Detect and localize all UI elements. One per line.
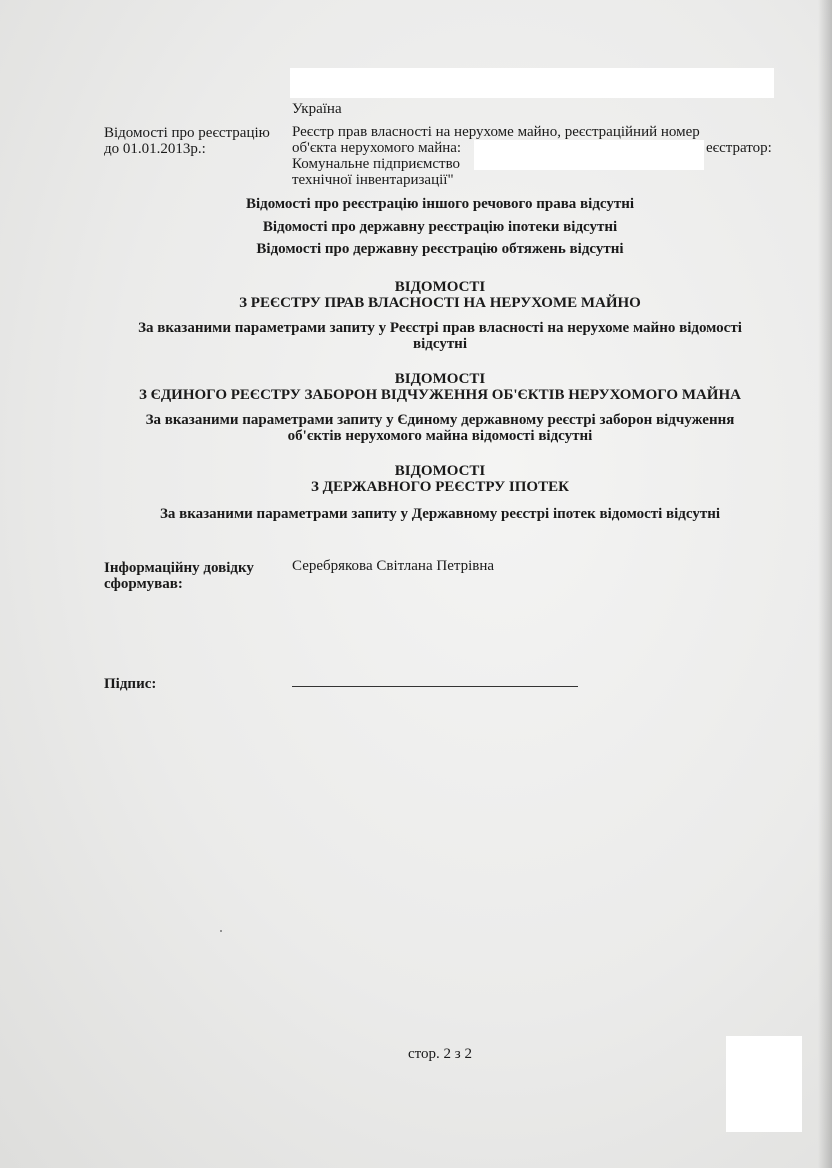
compiled-by-label-line1: Інформаційну довідку	[104, 560, 254, 576]
section-alienation-bans-body	[100, 412, 780, 444]
compiled-by-name: Серебрякова Світлана Петрівна	[292, 558, 495, 574]
section-body-line1: За вказаними параметрами запиту у Реєстрі прав власності на нерухоме майно відомості	[138, 320, 742, 336]
registration-label-line1: Відомості про реєстрацію	[104, 125, 270, 141]
statement-mortgage: Відомості про державну реєстрацію іпотеки відсутні	[262, 219, 618, 235]
page-number: стор. 2 з 2	[408, 1046, 472, 1062]
section-body-line2: об'єктів нерухомого майна відомості відсутні	[287, 428, 593, 444]
registration-label-line2: до 01.01.2013р.:	[104, 141, 206, 157]
registration-value-line1: Реєстр прав власності на нерухоме майно, реєстраційний номер	[292, 124, 700, 140]
registration-value-line2-start: об'єкта нерухомого майна:	[292, 140, 462, 156]
signature-label: Підпис:	[104, 676, 157, 692]
section-mortgages-body	[100, 506, 780, 522]
section-alienation-bans	[100, 371, 780, 403]
pencil-mark	[220, 930, 222, 932]
section-title-line1: ВІДОМОСТІ	[394, 463, 486, 479]
statement-encumbrance: Відомості про державну реєстрацію обтяжень відсутні	[256, 241, 624, 257]
section-title-line2: З РЕЄСТРУ ПРАВ ВЛАСНОСТІ НА НЕРУХОМЕ МАЙНО	[239, 295, 641, 311]
section-body-line1: За вказаними параметрами запиту у Єдиному державному реєстрі заборон відчуження	[145, 412, 735, 428]
section-mortgages	[100, 463, 780, 495]
registration-value-line4: технічної інвентаризації"	[292, 172, 454, 188]
statement-other-right: Відомості про реєстрацію іншого речового права відсутні	[245, 196, 635, 212]
page-edge-shadow	[818, 0, 832, 1168]
section-body-line1: За вказаними параметрами запиту у Державному реєстрі іпотек відомості відсутні	[159, 506, 721, 522]
redaction-box-registrar	[474, 140, 704, 170]
section-title-line2: З ДЕРЖАВНОГО РЕЄСТРУ ІПОТЕК	[310, 479, 569, 495]
section-title-line2: З ЄДИНОГО РЕЄСТРУ ЗАБОРОН ВІДЧУЖЕННЯ ОБ'ЄКТІВ НЕРУХОМОГО МАЙНА	[139, 387, 741, 403]
section-property-rights-body	[100, 320, 780, 352]
section-property-rights	[100, 279, 780, 311]
compiled-by-label-line2: сформував:	[104, 576, 183, 592]
redaction-box-corner	[726, 1036, 802, 1132]
address-country: Україна	[292, 101, 342, 117]
redaction-box-top	[290, 68, 774, 98]
signature-line	[292, 686, 578, 687]
registration-value-line2-end: еєстратор:	[706, 140, 772, 156]
section-title-line1: ВІДОМОСТІ	[394, 371, 486, 387]
section-body-line2: відсутні	[413, 336, 467, 352]
section-title-line1: ВІДОМОСТІ	[394, 279, 486, 295]
registration-value-line3: Комунальне підприємство	[292, 156, 461, 172]
